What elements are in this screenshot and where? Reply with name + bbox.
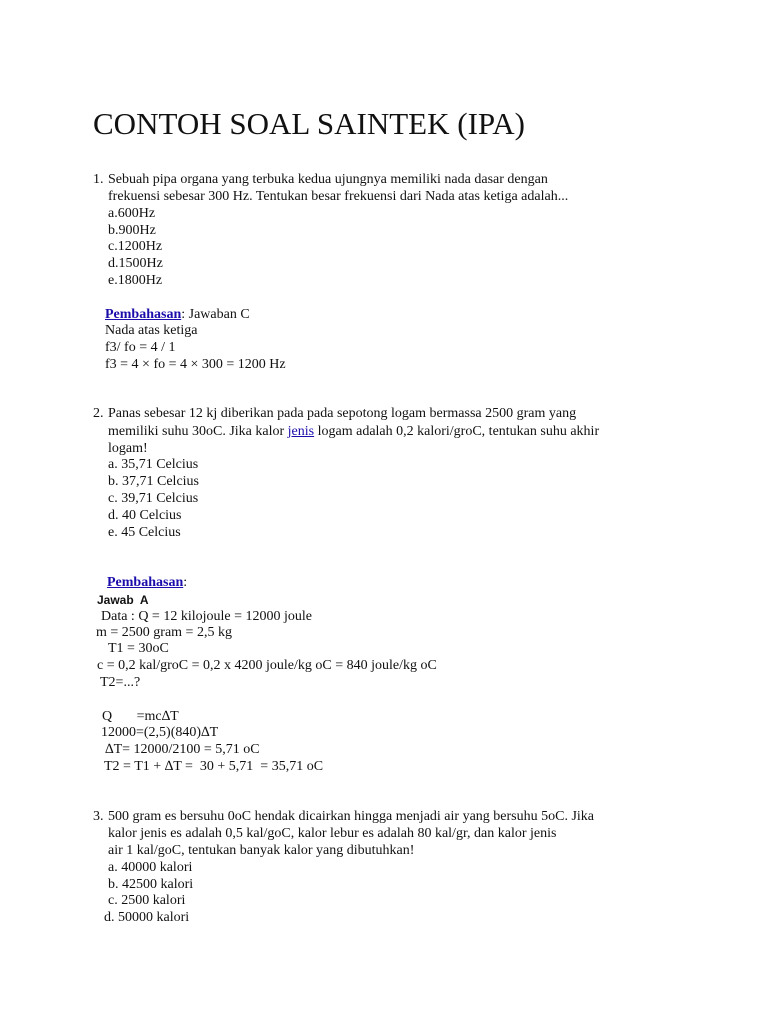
solution-line: Q =mc∆T bbox=[102, 709, 179, 724]
question-text: air 1 kal/goC, tentukan banyak kalor yang dibutuhkan! bbox=[108, 843, 415, 858]
option: b.900Hz bbox=[108, 223, 156, 238]
solution-line: 12000=(2,5)(840)∆T bbox=[101, 725, 219, 740]
question-number: 2. bbox=[93, 406, 104, 421]
question-text: frekuensi sebesar 300 Hz. Tentukan besar frekuensi dari Nada atas ketiga adalah... bbox=[108, 189, 569, 204]
answer-label: Jawab A bbox=[97, 593, 149, 607]
solution-line: c = 0,2 kal/groC = 0,2 x 4200 joule/kg oC = 840 joule/kg oC bbox=[97, 658, 437, 673]
option: a.600Hz bbox=[108, 206, 156, 221]
question-text: Panas sebesar 12 kj diberikan pada pada sepotong logam bermassa 2500 gram yang bbox=[108, 406, 577, 421]
option: c. 2500 kalori bbox=[108, 893, 186, 908]
answer-label: : Jawaban C bbox=[181, 307, 250, 322]
colon: : bbox=[183, 575, 188, 590]
question-text: 500 gram es bersuhu 0oC hendak dicairkan hingga menjadi air yang bersuhu 5oC. Jika bbox=[108, 809, 594, 824]
option: b. 42500 kalori bbox=[108, 877, 194, 892]
page-title: CONTOH SOAL SAINTEK (IPA) bbox=[93, 106, 526, 141]
question-text: logam! bbox=[108, 441, 148, 456]
solution-line: Data : Q = 12 kilojoule = 12000 joule bbox=[101, 609, 312, 624]
question-text bbox=[108, 424, 599, 440]
question-text: kalor jenis es adalah 0,5 kal/goC, kalor lebur es adalah 80 kal/gr, dan kalor jenis bbox=[108, 826, 557, 841]
option: d.1500Hz bbox=[108, 256, 163, 271]
option: a. 35,71 Celcius bbox=[108, 457, 199, 472]
solution-line: ∆T= 12000/2100 = 5,71 oC bbox=[105, 742, 260, 757]
solution-line: Nada atas ketiga bbox=[105, 323, 198, 338]
option: d. 50000 kalori bbox=[104, 910, 190, 925]
pembahasan-link[interactable]: Pembahasan bbox=[105, 307, 182, 322]
jenis-link[interactable]: jenis bbox=[287, 424, 315, 439]
question-number: 1. bbox=[93, 172, 104, 187]
option: e.1800Hz bbox=[108, 273, 163, 288]
option: c. 39,71 Celcius bbox=[108, 491, 199, 506]
solution-line: T2=...? bbox=[100, 675, 141, 690]
text: memiliki suhu 30oC. Jika kalor bbox=[108, 424, 288, 439]
solution-line: f3/ fo = 4 / 1 bbox=[105, 340, 176, 355]
option: a. 40000 kalori bbox=[108, 860, 193, 875]
option: b. 37,71 Celcius bbox=[108, 474, 199, 489]
solution-line: T1 = 30oC bbox=[108, 641, 169, 656]
solution-line: m = 2500 gram = 2,5 kg bbox=[96, 625, 232, 640]
option: e. 45 Celcius bbox=[108, 525, 181, 540]
question-number: 3. bbox=[93, 809, 104, 824]
text: logam adalah 0,2 kalori/groC, tentukan suhu akhir bbox=[314, 424, 600, 439]
pembahasan-link[interactable]: Pembahasan bbox=[107, 575, 184, 590]
pembahasan-heading bbox=[107, 575, 187, 591]
option: c.1200Hz bbox=[108, 239, 163, 254]
question-text: Sebuah pipa organa yang terbuka kedua ujungnya memiliki nada dasar dengan bbox=[108, 172, 548, 187]
solution-line: f3 = 4 × fo = 4 × 300 = 1200 Hz bbox=[105, 357, 286, 372]
pembahasan-heading bbox=[105, 307, 250, 323]
option: d. 40 Celcius bbox=[108, 508, 182, 523]
solution-line: T2 = T1 + ∆T = 30 + 5,71 = 35,71 oC bbox=[104, 759, 324, 774]
